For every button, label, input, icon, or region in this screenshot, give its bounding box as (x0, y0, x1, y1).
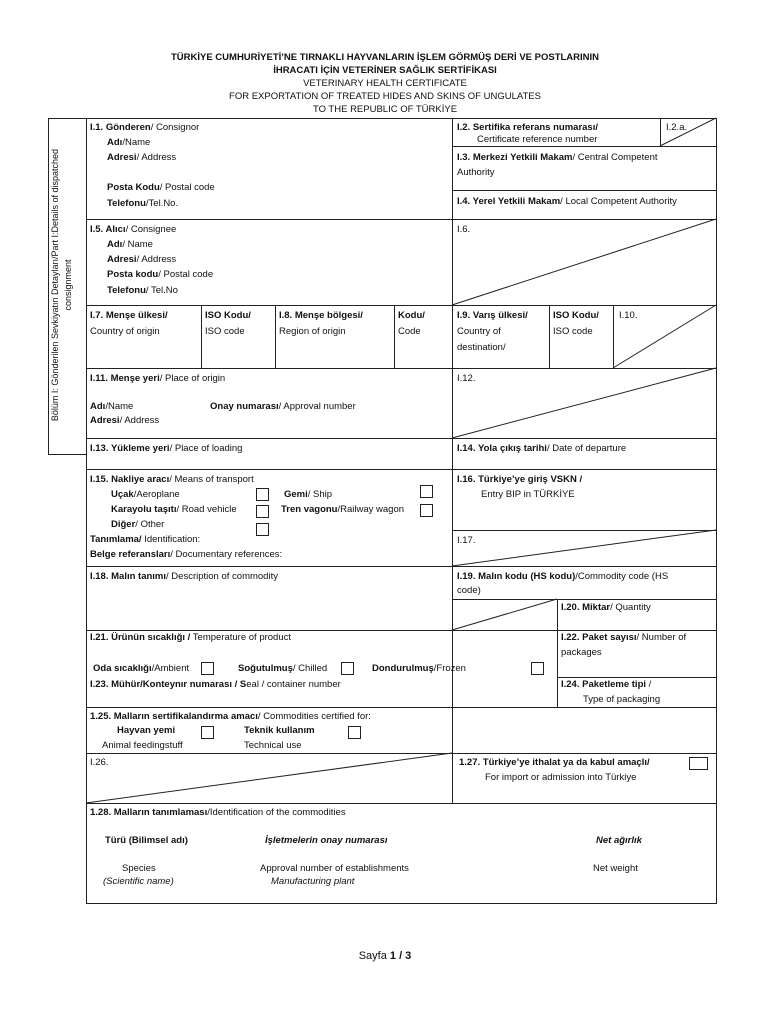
temp-ambient-label: Oda sıcaklığı/Ambient (93, 663, 190, 674)
road-vehicle-checkbox[interactable] (256, 505, 269, 518)
box-i10-label: I.10. (619, 310, 638, 321)
title-line-1: TÜRKİYE CUMHURİYETİ’NE TIRNAKLI HAYVANLARIN İŞLEM GÖRMÜŞ DERİ VE POSTLARININ (170, 52, 600, 63)
transport-rail-label: Tren vagonu/Railway wagon (281, 504, 405, 515)
transport-other-label: Diğer/ Other (111, 519, 165, 530)
net-weight-column-header: Net ağırlık (596, 835, 642, 846)
region-code-label: Kodu/ (398, 310, 425, 321)
import-admission-label: 1.27. Türkiye’ye ithalat ya da kabul amaçlı/ (459, 757, 650, 768)
temp-frozen-label: Dondurulmuş/Frozen (372, 663, 466, 674)
consignee-label: I.5. Alıcı/ Consignee (90, 224, 177, 235)
consignee-address[interactable]: Adresi/ Address (107, 254, 177, 265)
title-line-4: FOR EXPORTATION OF TREATED HIDES AND SKINS OF UNGULATES (229, 91, 541, 102)
place-origin-approval[interactable]: Onay numarası/ Approval number (210, 401, 356, 412)
feedingstuff-label-en: Animal feedingstuff (102, 740, 183, 751)
origin-iso-label-en: ISO code (205, 326, 245, 337)
consignor-name[interactable]: Adı/Name (107, 137, 151, 148)
chilled-checkbox[interactable] (341, 662, 354, 675)
species-column-en: Species (122, 863, 156, 874)
technical-use-label-en: Technical use (244, 740, 302, 751)
temp-chilled-label: Soğutulmuş/ Chilled (238, 663, 328, 674)
commodity-code-label-2: code) (457, 585, 481, 596)
commodity-description-label: I.18. Malın tanımı/ Description of commodity (90, 571, 278, 582)
title-line-5: TO THE REPUBLIC OF TÜRKİYE (312, 104, 458, 115)
species-column-header: Türü (Bilimsel adı) (105, 835, 188, 846)
consignee-postal-code[interactable]: Posta kodu/ Postal code (107, 269, 214, 280)
box-i12-label: I.12. (457, 373, 476, 384)
feedingstuff-checkbox[interactable] (201, 726, 214, 739)
consignee-name[interactable]: Adı/ Name (107, 239, 153, 250)
certified-for-label: 1.25. Malların sertifikalandırma amacı/ Commodities certified for: (90, 711, 371, 722)
cert-ref-i2a: I.2.a. (666, 122, 688, 133)
temperature-label: I.21. Ürünün sıcaklığı / Temperature of product (90, 632, 291, 643)
region-origin-label: I.8. Menşe bölgesi/ (279, 310, 363, 321)
place-origin-address[interactable]: Adresi/ Address (90, 415, 160, 426)
cert-ref-label: I.2. Sertifika referans numarası/ (457, 122, 598, 133)
origin-iso-label: ISO Kodu/ (205, 310, 251, 321)
departure-date-label: I.14. Yola çıkış tarihi/ Date of departure (457, 443, 627, 454)
region-origin-label-en: Region of origin (279, 326, 346, 337)
transport-label: I.15. Nakliye aracı/ Means of transport (90, 474, 254, 485)
documentary-references[interactable]: Belge referansları/ Documentary references: (90, 549, 283, 560)
place-origin-label: I.11. Menşe yeri/ Place of origin (90, 373, 226, 384)
packaging-type-label-2: Type of packaging (583, 694, 661, 705)
feedingstuff-label: Hayvan yemi (117, 725, 176, 736)
place-origin-name[interactable]: Adı/Name (90, 401, 134, 412)
destination-country-label-en: Country of (457, 326, 501, 337)
country-origin-label: I.7. Menşe ülkesi/ (90, 310, 168, 321)
ship-checkbox[interactable] (420, 485, 433, 498)
box-i6-label: I.6. (457, 224, 471, 235)
other-checkbox[interactable] (256, 523, 269, 536)
frozen-checkbox[interactable] (531, 662, 544, 675)
consignor-label: I.1. Gönderen/ Consignor (90, 122, 200, 133)
box-i17-label: I.17. (457, 535, 476, 546)
quantity-label: I.20. Miktar/ Quantity (561, 602, 651, 613)
consignor-address[interactable]: Adresi/ Address (107, 152, 177, 163)
cert-ref-label-en: Certificate reference number (477, 134, 598, 145)
packages-number-label-2: packages (561, 647, 602, 658)
technical-use-label: Teknik kullanım (244, 725, 315, 736)
page-number: Sayfa 1 / 3 (358, 950, 412, 962)
approval-column-en: Approval number of establishments (260, 863, 409, 874)
central-authority-label-2: Authority (457, 167, 495, 178)
net-weight-column-en: Net weight (593, 863, 638, 874)
consignee-tel[interactable]: Telefonu/ Tel.No (107, 285, 178, 296)
import-admission-checkbox[interactable] (689, 757, 708, 770)
country-origin-label-en: Country of origin (90, 326, 160, 337)
railway-wagon-checkbox[interactable] (420, 504, 433, 517)
destination-country-label: I.9. Varış ülkesi/ (457, 310, 528, 321)
central-authority-label: I.3. Merkezi Yetkili Makam/ Central Competent (457, 152, 658, 163)
destination-iso-label: ISO Kodu/ (553, 310, 599, 321)
aeroplane-checkbox[interactable] (256, 488, 269, 501)
consignor-tel[interactable]: Telefonu/Tel.No. (107, 198, 179, 209)
commodities-identification-label: 1.28. Malların tanımlaması/Identification of the commodities (90, 807, 346, 818)
region-code-label-en: Code (398, 326, 421, 337)
place-loading-label: I.13. Yükleme yeri/ Place of loading (90, 443, 243, 454)
entry-bip-label: I.16. Türkiye’ye giriş VSKN / (457, 474, 583, 485)
title-line-3: VETERINARY HEALTH CERTIFICATE (303, 78, 467, 89)
box-i26-label: I.26. (90, 757, 109, 768)
side-label-line-2: consignment (63, 259, 73, 311)
transport-identification[interactable]: Tanımlama/ Identification: (90, 534, 201, 545)
commodity-code-label: I.19. Malın kodu (HS kodu)/Commodity code (HS (457, 571, 669, 582)
manufacturing-plant-column-en: Manufacturing plant (271, 876, 355, 887)
technical-use-checkbox[interactable] (348, 726, 361, 739)
local-authority-label: I.4. Yerel Yetkili Makam/ Local Competent Authority (457, 196, 677, 207)
side-label-line-1: Bölüm I: Gönderilen Sevkiyatın Detayları/Part I:Details of dispatched (50, 148, 60, 422)
consignor-postal-code[interactable]: Posta Kodu/ Postal code (107, 182, 215, 193)
approval-column-header: İşletmelerin onay numarası (265, 835, 388, 846)
transport-ship-label: Gemi/ Ship (284, 489, 333, 500)
destination-country-label-en-2: destination/ (457, 342, 506, 353)
packaging-type-label: I.24. Paketleme tipi / (561, 679, 652, 690)
transport-aeroplane-label: Uçak/Aeroplane (111, 489, 180, 500)
destination-iso-label-en: ISO code (553, 326, 593, 337)
transport-road-label: Karayolu taşıtı/ Road vehicle (111, 504, 237, 515)
seal-container-label: I.23. Mühür/Konteynır numarası / Seal / container number (90, 679, 341, 690)
entry-bip-label-en: Entry BIP in TÜRKİYE (481, 489, 575, 500)
title-line-2: İHRACATI İÇİN VETERİNER SAĞLIK SERTİFİKASI (273, 65, 497, 76)
scientific-name-column-en: (Scientific name) (103, 876, 174, 887)
ambient-checkbox[interactable] (201, 662, 214, 675)
packages-number-label: I.22. Paket sayısı/ Number of (561, 632, 687, 643)
import-admission-label-en: For import or admission into Türkiye (485, 772, 637, 783)
